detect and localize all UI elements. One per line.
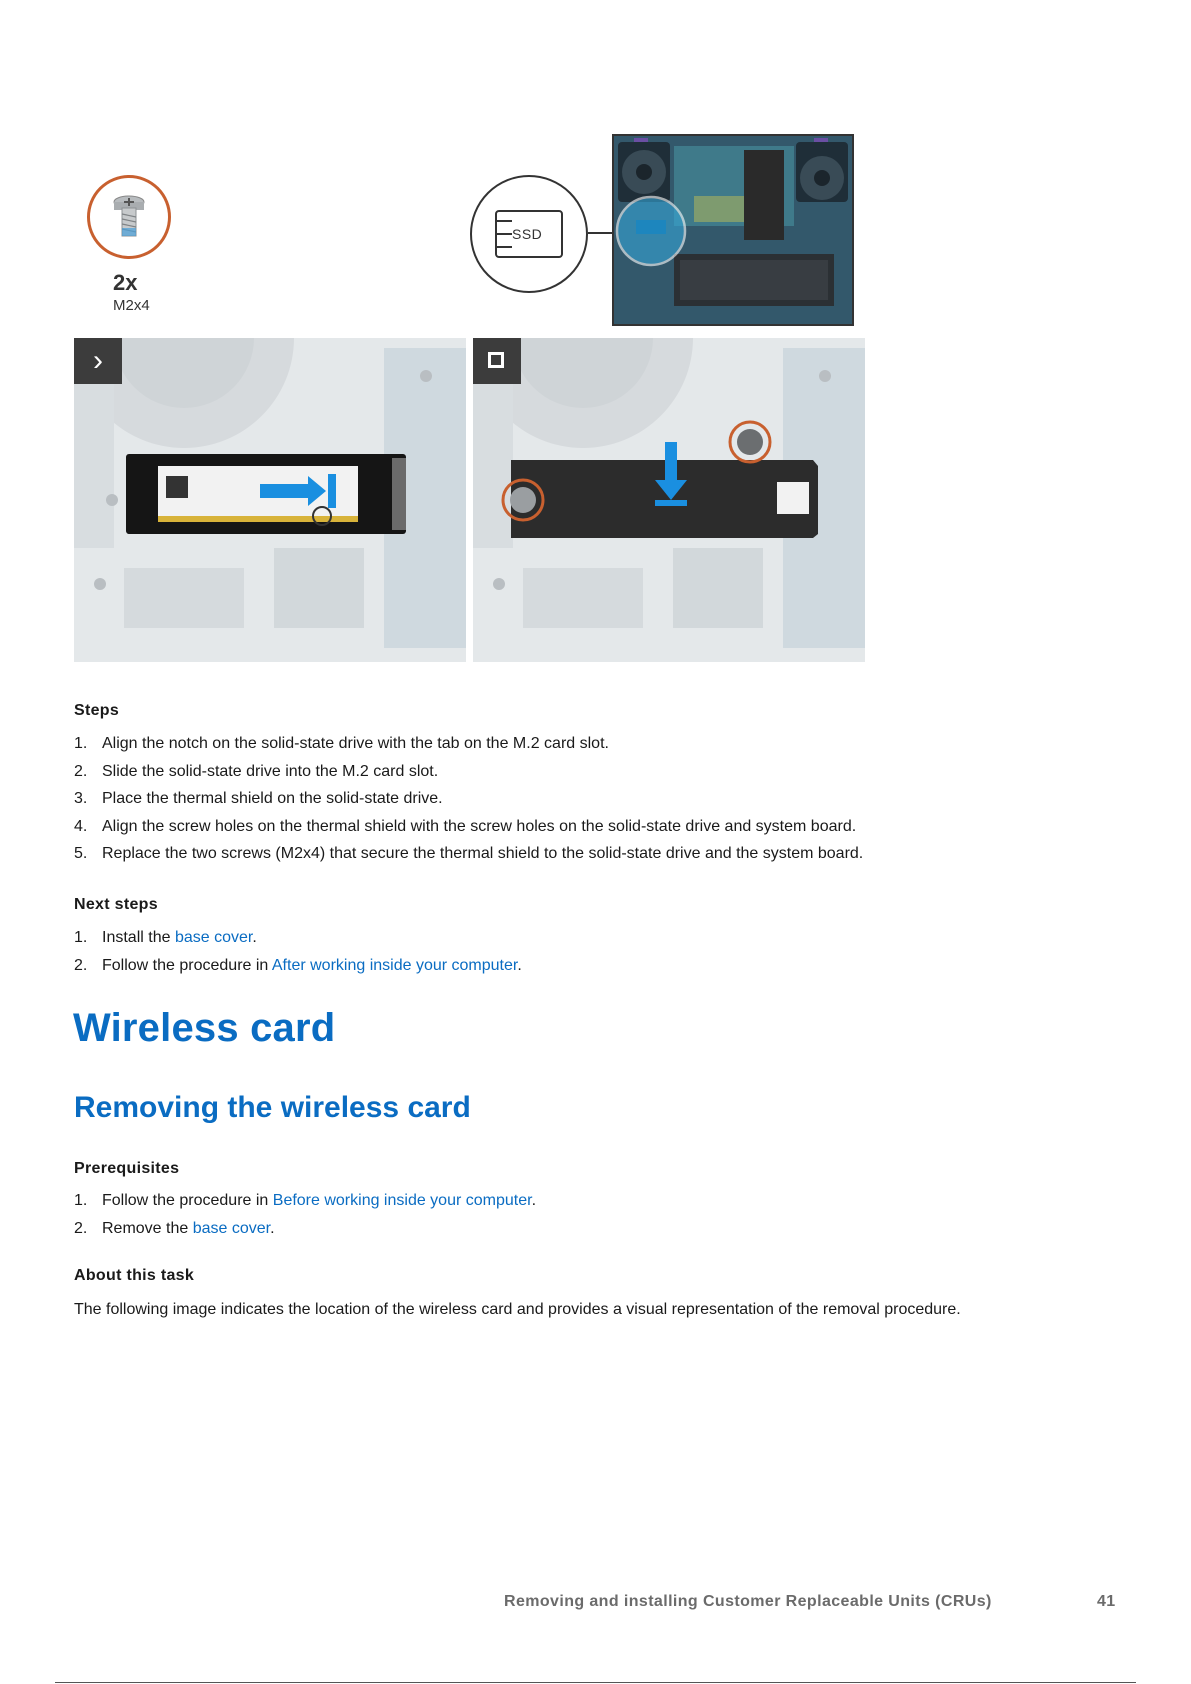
section-title: Wireless card	[73, 1006, 336, 1050]
after-working-link[interactable]: After working inside your computer	[271, 956, 518, 974]
before-working-link[interactable]: Before working inside your computer	[272, 1192, 532, 1209]
screw-callout	[87, 175, 171, 259]
step-indicator-arrow	[74, 338, 122, 384]
prerequisites-heading: Prerequisites	[74, 1160, 180, 1177]
page-number: 41	[1097, 1593, 1116, 1610]
step-panel-insert-ssd	[74, 338, 466, 662]
chevron-right-icon: ›	[93, 344, 103, 377]
prerequisites-list	[74, 1187, 1114, 1242]
subsection-title: Removing the wireless card	[74, 1091, 471, 1124]
screw-quantity: 2x	[113, 270, 138, 295]
laptop-interior-overview	[612, 134, 854, 326]
list-item: 1. Install the base cover.	[74, 929, 257, 946]
steps-list	[74, 730, 1114, 868]
thermal-shield-image	[473, 338, 865, 662]
stop-square-icon	[488, 352, 504, 368]
list-item: 2. Slide the solid-state drive into the M.2 card slot.	[74, 762, 439, 780]
about-text: The following image indicates the location of the wireless card and provides a visual representation of the removal procedure.	[74, 1301, 961, 1318]
list-item: 5. Replace the two screws (M2x4) that secure the thermal shield to the solid-state drive and the system board.	[74, 845, 864, 862]
next-steps-list	[74, 924, 1114, 979]
ssd-insert-image	[74, 338, 466, 662]
list-item: 3. Place the thermal shield on the solid-state drive.	[74, 790, 443, 807]
footer-chapter: Removing and installing Customer Replaceable Units (CRUs)	[504, 1593, 992, 1610]
ssd-callout-label: SSD	[512, 226, 543, 242]
list-item: 1. Align the notch on the solid-state drive with the tab on the M.2 card slot.	[74, 735, 609, 752]
base-cover-link[interactable]: base cover	[174, 929, 253, 946]
list-item: 1. Follow the procedure in Before working inside your computer.	[74, 1192, 537, 1209]
step-panel-thermal-shield	[473, 338, 865, 662]
base-cover-link[interactable]: base cover	[192, 1219, 271, 1237]
list-item: 4. Align the screw holes on the thermal shield with the screw holes on the solid-state drive and system board.	[74, 817, 857, 835]
screw-size: M2x4	[113, 297, 150, 314]
screw-icon	[90, 178, 168, 256]
footer-divider	[55, 1682, 1136, 1683]
next-steps-heading: Next steps	[74, 896, 158, 913]
steps-heading: Steps	[74, 702, 120, 719]
list-item: 2. Remove the base cover.	[74, 1219, 275, 1237]
step-indicator-stop	[473, 338, 521, 384]
laptop-interior-image	[614, 136, 852, 324]
list-item: 2. Follow the procedure in After working inside your computer.	[74, 956, 522, 974]
about-heading: About this task	[74, 1267, 195, 1284]
